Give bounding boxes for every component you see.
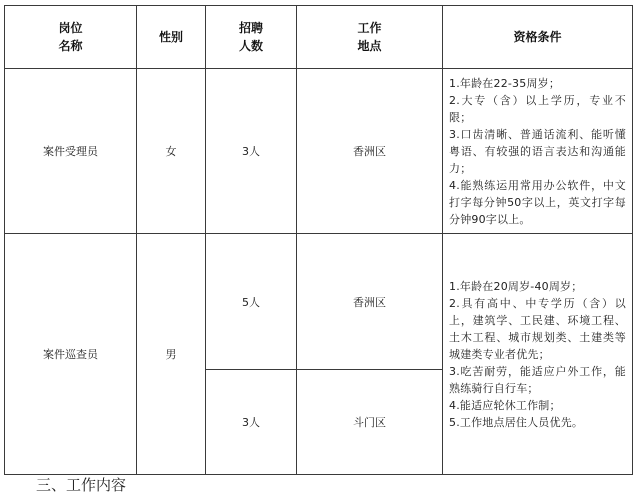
requirement-item: 1.年龄在22-35周岁； xyxy=(449,76,561,90)
cell-location: 香洲区 xyxy=(297,69,443,234)
requirement-item: 3.口齿清晰、普通话流利、能听懂粤语、有较强的语言表达和沟通能力； xyxy=(449,127,626,175)
table-row xyxy=(5,234,633,370)
header-requirements: 资格条件 xyxy=(443,6,633,69)
cell-position: 案件受理员 xyxy=(5,69,137,234)
requirement-item: 4.能适应轮休工作制； xyxy=(449,398,561,412)
cell-requirements xyxy=(443,69,633,234)
cell-location: 香洲区 xyxy=(297,234,443,370)
header-row xyxy=(5,6,633,69)
cell-count: 3人 xyxy=(206,69,297,234)
header-work-location: 工作 地点 xyxy=(297,6,443,69)
cell-count: 3人 xyxy=(206,370,297,475)
table-row xyxy=(5,69,633,234)
requirement-item: 1.年龄在20周岁-40周岁； xyxy=(449,279,583,293)
requirement-item: 2.大专（含）以上学历，专业不限； xyxy=(449,93,626,124)
cell-gender: 女 xyxy=(137,69,206,234)
section-heading-partial: 三、工作内容 xyxy=(36,476,127,494)
recruitment-table xyxy=(4,5,633,475)
cell-count: 5人 xyxy=(206,234,297,370)
requirement-item: 2.具有高中、中专学历（含）以上，建筑学、工民建、环境工程、土木工程、城市规划类、土建类等城建类专业者优先； xyxy=(449,296,626,361)
header-gender: 性别 xyxy=(137,6,206,69)
requirement-item: 4.能熟练运用常用办公软件，中文打字每分钟50字以上，英文打字每分钟90字以上。 xyxy=(449,178,626,226)
requirement-item: 3.吃苦耐劳，能适应户外工作，能熟练骑行自行车； xyxy=(449,364,626,395)
header-recruit-count: 招聘 人数 xyxy=(206,6,297,69)
cell-requirements xyxy=(443,234,633,475)
cell-position: 案件巡查员 xyxy=(5,234,137,475)
requirement-item: 5.工作地点居住人员优先。 xyxy=(449,415,584,429)
header-position-name: 岗位 名称 xyxy=(5,6,137,69)
cell-location: 斗门区 xyxy=(297,370,443,475)
cell-gender: 男 xyxy=(137,234,206,475)
